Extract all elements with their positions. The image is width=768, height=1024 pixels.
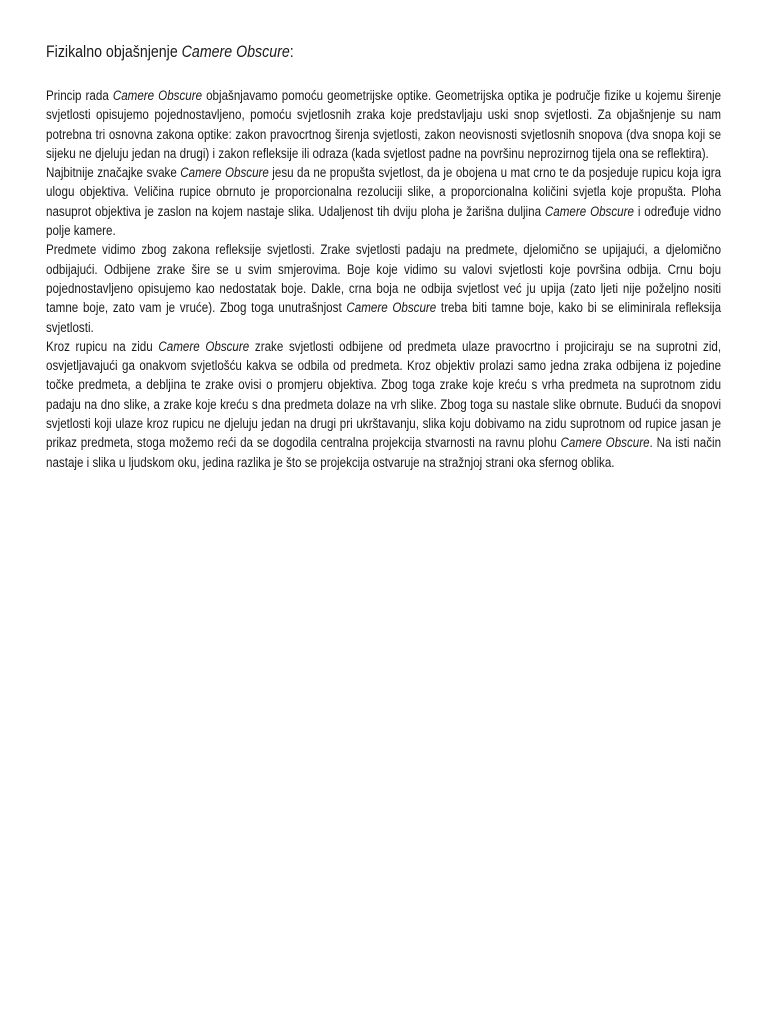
emphasized-text: Camere Obscure [346, 300, 437, 316]
text-run: Najbitnije značajke svake [46, 165, 181, 181]
text-run: Predmete vidimo zbog zakona refleksije svjetlosti. Zrake svjetlosti padaju na predmete, djelomično se upijajući, a djelomično odbijajući. Odbijene zrake šire se u svim smjerovima. Boje koje vidimo su valovi svjetlosti koje površina odbija. Crnu boju pojednostavljeno opisujemo kao nedostatak boje. Dakle, crna boja ne odbija svjetlost već ju upija (zato ljeti nije poželjno nositi tamne boje, zato vam je vruće). Zbog toga unutrašnjost [46, 242, 722, 316]
text-run: i određuje vidno polje kamere. [46, 203, 722, 239]
title-suffix: : [289, 43, 294, 61]
paragraph [46, 163, 721, 240]
paragraph [46, 337, 721, 472]
paragraph [46, 86, 721, 163]
text-run: Kroz rupicu na zidu [46, 338, 159, 354]
emphasized-text: Camere Obscure [544, 203, 634, 219]
document-page [46, 40, 721, 472]
body-text [46, 86, 721, 472]
emphasized-text: Camere Obscure [158, 338, 250, 354]
text-run: treba biti tamne boje, kako bi se eliminirala refleksija svjetlosti. [46, 300, 722, 335]
emphasized-text: Camere Obscure [180, 165, 269, 181]
text-run: jesu da ne propušta svjetlost, da je obojena u mat crno te da posjeduje rupicu koja igra ulogu objektiva. Veličina rupice obrnuto je proporcionalna rezoluciji slike, a proporcionalna količini svjetla koje propušta. Ploha nasuprot objektiva je zaslon na kojem nastaje slika. Udaljenost tih dviju ploha je žarišna duljina [46, 165, 722, 219]
title-prefix: Fizikalno objašnjenje [46, 43, 182, 61]
emphasized-text: Camere Obscure [112, 88, 203, 103]
text-run: Princip rada [46, 88, 113, 103]
text-run: zrake svjetlosti odbijene od predmeta ulaze pravocrtno i projiciraju se na suprotni zid, osvjetljavajući ga onakvom svjetlošću kakva se odbila od predmeta. Kroz objektiv prolazi samo jedna zraka odbijena iz pojedine točke predmeta, a debljina te zrake ovisi o promjeru objektiva. Zbog toga zrake koje kreću s vrha predmeta na suprotnom zidu padaju na dno slike, a zrake koje kreću s dna predmeta dolaze na vrh slike. Zbog toga su nastale slike obrnute. Budući da snopovi svjetlosti koji ulaze kroz rupicu ne djeluju jedan na drugi pri ukrštavanju, slika koju dobivamo na zidu suprotnom od rupice jasan je prikaz predmeta, stoga možemo reći da se dogodila centralna projekcija stvarnosti na ravnu plohu [46, 338, 722, 451]
text-run: objašnjavamo pomoću geometrijske optike. Geometrijska optika je područje fizike u kojemu širenje svjetlosti opisujemo pojednostavljeno, pomoću svjetlosnih zraka koje predstavljaju uski snop svjetlosti. Za objašnjenje su nam potrebna tri osnovna zakona optike: zakon pravocrtnog širenja svjetlosti, zakon neovisnosti svjetlosnih snopova (dva snopa koji se sijeku ne djeluju jedan na drugi) i zakon refleksije ili odraza (kada svjetlost padne na površinu neprozirnog tijela ona se reflektira). [46, 88, 722, 161]
emphasized-text: Camere Obscure [560, 435, 650, 451]
text-run: . Na isti način nastaje i slika u ljudskom oku, jedina razlika je što se projekcija ostvaruje na stražnjoj strani oka sfernog oblika. [46, 435, 722, 470]
title-emphasis: Camere Obscure [181, 43, 290, 61]
page-title [46, 40, 627, 64]
paragraph [46, 240, 721, 336]
